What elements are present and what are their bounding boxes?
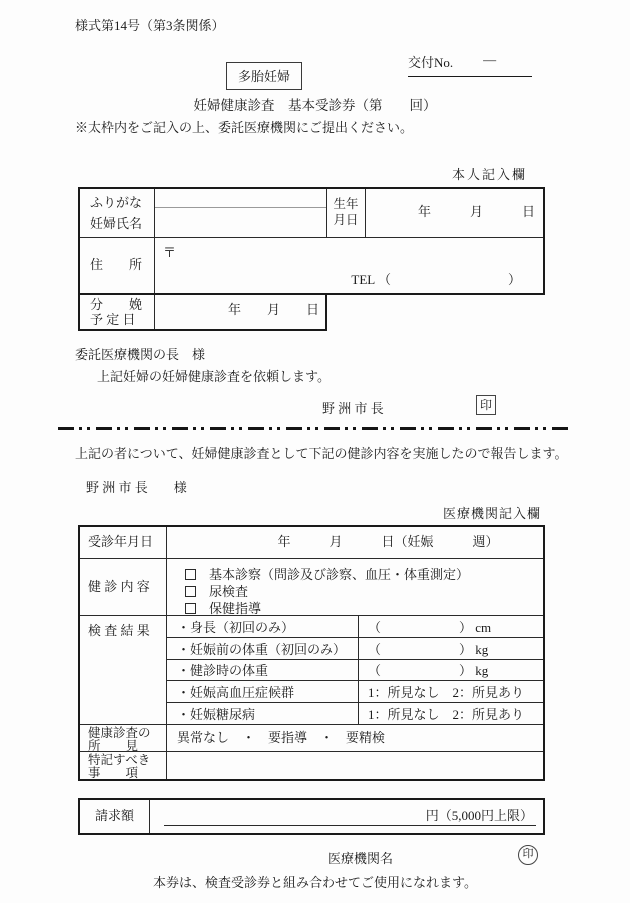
- dob-label-line2: 月日: [333, 213, 359, 227]
- checkup-label: 健 診 内 容: [80, 559, 167, 615]
- exam-row-value[interactable]: 1：所見なし 2：所見あり: [368, 707, 525, 723]
- issue-number-value: ―: [483, 52, 497, 67]
- exam-row-value[interactable]: （ ） cm: [368, 619, 492, 635]
- applicant-section-label: 本人記入欄: [452, 167, 528, 182]
- tel-field[interactable]: TEL （ ）: [351, 272, 521, 287]
- medical-section-label: 医療機関記入欄: [443, 506, 542, 521]
- billing-amount-field[interactable]: 円（5,000円上限）: [164, 805, 536, 826]
- issue-number-label: 交付No.: [408, 55, 454, 70]
- exam-results-label: 検 査 結 果: [80, 616, 167, 724]
- instruction-note: ※太枠内をご記入の上、委託医療機関にご提出ください。: [75, 120, 414, 135]
- checkbox-icon[interactable]: [185, 569, 196, 580]
- special-notes-input-cell[interactable]: [167, 752, 543, 779]
- exam-results-list: [167, 616, 543, 724]
- page-title: 妊婦健康診査 基本受診券（第 回）: [193, 98, 437, 113]
- due-date-label-cell: [80, 295, 155, 329]
- postal-mark: 〒: [163, 245, 177, 260]
- multiple-pregnancy-badge: 多胎妊婦: [226, 62, 302, 90]
- findings-value-cell[interactable]: 異常なし ・ 要指導 ・ 要精検: [177, 730, 386, 745]
- due-date-input-cell[interactable]: 年 月 日: [227, 302, 319, 317]
- institution-name-label: 医療機関名: [328, 851, 394, 866]
- report-addressee: 野 洲 市 長 様: [86, 480, 187, 495]
- dob-input-cell[interactable]: 年 月 日: [417, 204, 535, 219]
- dob-label-line1: 生年: [333, 197, 359, 211]
- checkup-item-label: 基本診察（問診及び診察、血圧・体重測定）: [209, 567, 470, 582]
- address-row: [80, 238, 543, 293]
- exam-row: [167, 616, 543, 638]
- visit-date-label: 受診年月日: [80, 527, 167, 558]
- checkbox-icon[interactable]: [185, 603, 196, 614]
- report-body: 上記の者について、妊婦健康診査として下記の健診内容を実施したので報告します。: [75, 446, 568, 461]
- exam-row: [167, 660, 543, 682]
- exam-row: [167, 638, 543, 660]
- checkup-items: [167, 559, 543, 615]
- name-input-cell[interactable]: [155, 189, 327, 237]
- closing-note: 本券は、検査受診券と組み合わせてご使用になれます。: [153, 875, 477, 890]
- due-date-row: [78, 295, 327, 331]
- seal-mark-square: 印: [476, 395, 496, 415]
- exam-row-label: ・妊娠糖尿病: [167, 703, 359, 724]
- exam-row-label: ・健診時の体重: [167, 660, 359, 681]
- special-notes-label-line2: 事 項: [88, 765, 139, 780]
- special-notes-row: [80, 752, 543, 779]
- exam-row-value[interactable]: （ ） kg: [368, 663, 489, 679]
- exam-results-row: [80, 616, 543, 725]
- billing-table: [78, 798, 545, 835]
- checkup-item: [185, 583, 543, 600]
- furigana-divider: [155, 207, 326, 208]
- billing-label: 請求額: [80, 800, 150, 833]
- dob-label-cell: [327, 189, 366, 237]
- checkup-item-label: 保健指導: [209, 601, 262, 616]
- address-input-cell[interactable]: [155, 238, 543, 293]
- exam-row: [167, 703, 543, 724]
- findings-label-line1: 健康診査の: [88, 726, 151, 740]
- request-body: 上記妊婦の妊婦健康診査を依頼します。: [97, 369, 330, 384]
- checkbox-icon[interactable]: [185, 586, 196, 597]
- checkup-content-row: [80, 559, 543, 616]
- exam-row-label: ・身長（初回のみ）: [167, 616, 359, 637]
- issue-number-field: [408, 52, 532, 77]
- exam-row-label: ・妊娠高血圧症候群: [167, 681, 359, 702]
- special-notes-label-cell: [80, 752, 167, 779]
- applicant-table: [78, 187, 545, 295]
- special-notes-label-line1: 特記すべき: [88, 753, 151, 767]
- checkup-item: [185, 566, 543, 583]
- name-label: 妊婦氏名: [90, 216, 143, 231]
- exam-row-value[interactable]: 1：所見なし 2：所見あり: [368, 685, 525, 701]
- name-dob-row: [80, 189, 543, 238]
- address-label: 住 所: [80, 238, 155, 293]
- exam-row-value[interactable]: （ ） kg: [368, 641, 489, 657]
- seal-mark-circle: 印: [518, 845, 538, 865]
- form-code: 様式第14号（第3条関係）: [75, 18, 225, 33]
- billing-input-cell: [150, 800, 543, 833]
- medical-table: [78, 525, 545, 781]
- exam-row: [167, 681, 543, 703]
- findings-label-line2: 所 見: [88, 738, 139, 753]
- name-label-cell: [80, 189, 155, 237]
- findings-label-cell: [80, 725, 167, 751]
- furigana-label: ふりがな: [90, 195, 143, 210]
- due-label-line1: 分 娩: [90, 297, 143, 312]
- mayor-signature: 野 洲 市 長: [322, 401, 384, 416]
- request-addressee: 委託医療機関の長 様: [75, 347, 206, 362]
- exam-row-label: ・妊娠前の体重（初回のみ）: [167, 638, 359, 659]
- due-label-line2: 予 定 日: [90, 312, 136, 327]
- cut-divider-line: [58, 427, 572, 430]
- findings-row: [80, 725, 543, 752]
- checkup-item-label: 尿検査: [209, 584, 249, 599]
- visit-date-row: [80, 527, 543, 559]
- visit-date-input-cell[interactable]: 年 月 日（妊娠 週）: [277, 534, 499, 549]
- checkup-item: [185, 600, 543, 617]
